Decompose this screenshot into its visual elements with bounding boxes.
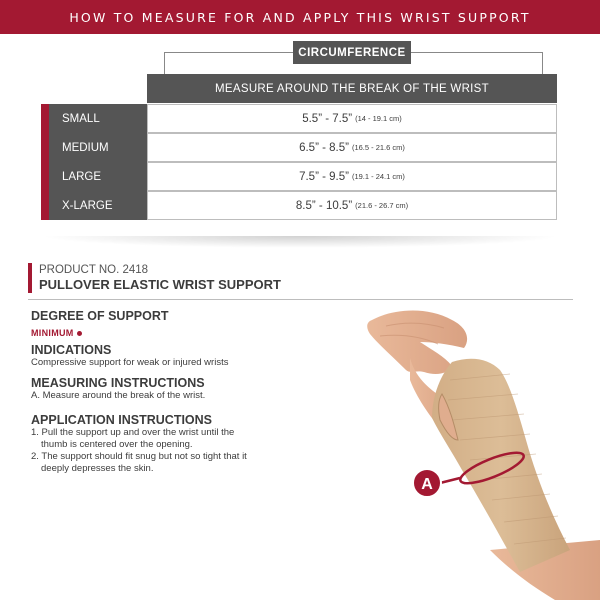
size-row-large [41, 162, 557, 191]
support-level [31, 328, 82, 338]
size-range-inches: 6.5” - 8.5” [299, 141, 349, 154]
marker-leader-line [440, 478, 460, 483]
support-level-text: MINIMUM [31, 328, 74, 338]
size-range-cm: (16.5 - 21.6 cm) [351, 143, 405, 152]
size-range-inches: 8.5” - 10.5” [295, 199, 353, 212]
size-label: LARGE [41, 162, 147, 191]
product-name: PULLOVER ELASTIC WRIST SUPPORT [39, 277, 281, 292]
application-steps [31, 427, 331, 475]
indications-section [31, 343, 331, 369]
section-shadow [40, 236, 560, 248]
size-row-small [41, 104, 557, 133]
measuring-title: MEASURING INSTRUCTIONS [31, 376, 205, 390]
size-row-medium [41, 133, 557, 162]
size-label: MEDIUM [41, 133, 147, 162]
size-label: X-LARGE [41, 191, 147, 220]
size-range-cm: (21.6 - 26.7 cm) [355, 201, 409, 210]
size-range-inches: 5.5” - 7.5” [302, 112, 353, 125]
marker-a-label: A [421, 476, 433, 493]
circumference-label: CIRCUMFERENCE [293, 41, 411, 64]
size-label: SMALL [41, 104, 147, 133]
size-range [147, 162, 557, 191]
size-range-cm: (14 - 19.1 cm) [355, 114, 402, 123]
application-section [31, 413, 331, 475]
application-step: 2. The support should fit snug but not so tight that it deeply depresses the skin. [31, 451, 247, 474]
degree-title: DEGREE OF SUPPORT [31, 309, 169, 323]
size-range-cm: (19.1 - 24.1 cm) [351, 172, 405, 181]
indications-title: INDICATIONS [31, 343, 112, 357]
measure-column-header: MEASURE AROUND THE BREAK OF THE WRIST [147, 74, 557, 103]
size-range-inches: 7.5” - 9.5” [299, 170, 349, 183]
banner-title: HOW TO MEASURE FOR AND APPLY THIS WRIST SUPPORT [69, 9, 531, 25]
indications-text: Compressive support for weak or injured wrists [31, 357, 229, 368]
degree-of-support-section [31, 309, 331, 341]
application-step: 1. Pull the support up and over the wrist until the thumb is centered over the opening. [31, 427, 235, 450]
size-range [147, 104, 557, 133]
size-row-x-large [41, 191, 557, 220]
level-dot-icon [77, 331, 82, 336]
wrist-support-illustration [340, 300, 600, 600]
size-range [147, 133, 557, 162]
product-heading [28, 263, 281, 293]
measuring-section [31, 376, 331, 402]
header-banner [0, 0, 600, 34]
application-title: APPLICATION INSTRUCTIONS [31, 413, 213, 427]
size-range [147, 191, 557, 220]
measuring-text: A. Measure around the break of the wrist. [31, 390, 206, 401]
product-number: PRODUCT NO. 2418 [39, 264, 149, 276]
